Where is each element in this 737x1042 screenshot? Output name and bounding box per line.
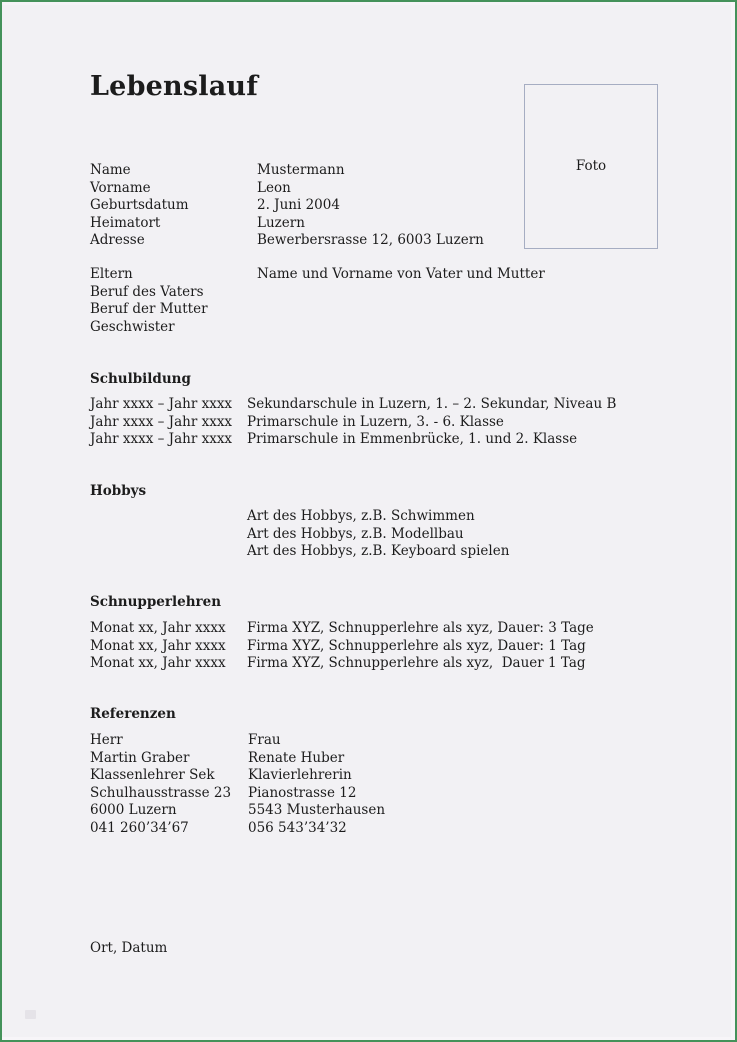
- reference-contact-2: [248, 732, 385, 837]
- period-label: [90, 526, 247, 544]
- reference-line: Klassenlehrer Sek: [90, 767, 215, 783]
- education-value: Primarschule in Luzern, 3. - 6. Klasse: [247, 413, 504, 430]
- photo-placeholder-label: Foto: [575, 157, 607, 174]
- reference-line: Frau: [248, 732, 281, 748]
- hobby-row: [90, 508, 509, 526]
- period-label: [90, 543, 247, 561]
- field-label: Eltern: [90, 266, 133, 282]
- section-heading-hobbys: Hobbys: [90, 483, 147, 499]
- family-row: [90, 301, 545, 319]
- reference-line: 6000 Luzern: [90, 802, 177, 818]
- field-value: 2. Juni 2004: [257, 197, 340, 213]
- hobby-value: Art des Hobbys, z.B. Modellbau: [247, 525, 464, 542]
- section-heading-referenzen: Referenzen: [90, 706, 176, 722]
- schnupperlehren-block: [90, 620, 594, 673]
- field-value: Luzern: [257, 214, 305, 231]
- schulbildung-block: [90, 396, 616, 449]
- field-value: Mustermann: [257, 162, 345, 178]
- education-value: Primarschule in Emmenbrücke, 1. und 2. Klasse: [247, 431, 578, 447]
- section-heading-schnupperlehren: Schnupperlehren: [90, 594, 222, 610]
- signature-line-label: Ort, Datum: [90, 940, 168, 956]
- personal-row: [90, 197, 484, 215]
- family-row: [90, 266, 545, 284]
- period-label: Monat xx, Jahr xxxx: [90, 655, 226, 671]
- hobby-row: [90, 543, 509, 561]
- family-info-block: [90, 266, 545, 336]
- internship-row: [90, 655, 594, 673]
- education-row: [90, 414, 616, 432]
- education-row: [90, 396, 616, 414]
- field-value: [257, 319, 545, 337]
- field-label: Heimatort: [90, 214, 161, 231]
- reference-line: 041 260’34’67: [90, 819, 189, 836]
- field-label: Name: [90, 162, 131, 178]
- section-heading-schulbildung: Schulbildung: [90, 371, 191, 387]
- hobby-value: Art des Hobbys, z.B. Schwimmen: [247, 508, 475, 524]
- photo-placeholder-box: [524, 84, 658, 249]
- reference-line: Martin Graber: [90, 749, 190, 766]
- family-row: [90, 284, 545, 302]
- internship-value: Firma XYZ, Schnupperlehre als xyz, Dauer: 3 Tage: [247, 620, 594, 636]
- field-label: Vorname: [90, 179, 151, 196]
- page-title: Lebenslauf: [90, 71, 259, 102]
- field-value: Name und Vorname von Vater und Mutter: [257, 266, 545, 282]
- reference-line: Klavierlehrerin: [248, 767, 352, 783]
- family-row: [90, 319, 545, 337]
- field-label: Geburtsdatum: [90, 197, 189, 213]
- reference-line: Schulhausstrasse 23: [90, 784, 232, 801]
- period-label: Jahr xxxx – Jahr xxxx: [90, 413, 233, 430]
- field-value: Bewerbersrasse 12, 6003 Luzern: [257, 232, 484, 248]
- field-value: [257, 301, 545, 319]
- field-value: [257, 284, 545, 302]
- references-block: [90, 732, 385, 837]
- reference-line: Renate Huber: [248, 749, 345, 766]
- education-value: Sekundarschule in Luzern, 1. – 2. Sekundar, Niveau B: [247, 396, 617, 412]
- period-label: Monat xx, Jahr xxxx: [90, 620, 226, 636]
- internship-row: [90, 638, 594, 656]
- education-row: [90, 431, 616, 449]
- personal-row: [90, 215, 484, 233]
- internship-value: Firma XYZ, Schnupperlehre als xyz, Dauer 1 Tag: [247, 655, 586, 671]
- reference-contact-1: [90, 732, 248, 837]
- period-label: Jahr xxxx – Jahr xxxx: [90, 396, 233, 412]
- reference-line: Herr: [90, 732, 123, 748]
- personal-row: [90, 180, 484, 198]
- reference-line: 5543 Musterhausen: [248, 802, 386, 818]
- period-label: Jahr xxxx – Jahr xxxx: [90, 431, 233, 447]
- personal-row: [90, 162, 484, 180]
- hobbys-block: [90, 508, 509, 561]
- internship-value: Firma XYZ, Schnupperlehre als xyz, Dauer: 1 Tag: [247, 637, 586, 654]
- personal-row: [90, 232, 484, 250]
- period-label: [90, 508, 247, 526]
- hobby-row: [90, 526, 509, 544]
- reference-line: Pianostrasse 12: [248, 784, 357, 801]
- personal-info-block: [90, 162, 484, 250]
- reference-line: 056 543’34’32: [248, 819, 347, 836]
- hobby-value: Art des Hobbys, z.B. Keyboard spielen: [247, 543, 510, 559]
- field-label: Geschwister: [90, 318, 175, 335]
- faint-corner-mark: [25, 1010, 36, 1019]
- field-label: Beruf der Mutter: [90, 301, 208, 317]
- internship-row: [90, 620, 594, 638]
- field-label: Adresse: [90, 232, 145, 248]
- field-label: Beruf des Vaters: [90, 283, 204, 300]
- period-label: Monat xx, Jahr xxxx: [90, 637, 226, 654]
- field-value: Leon: [257, 179, 291, 196]
